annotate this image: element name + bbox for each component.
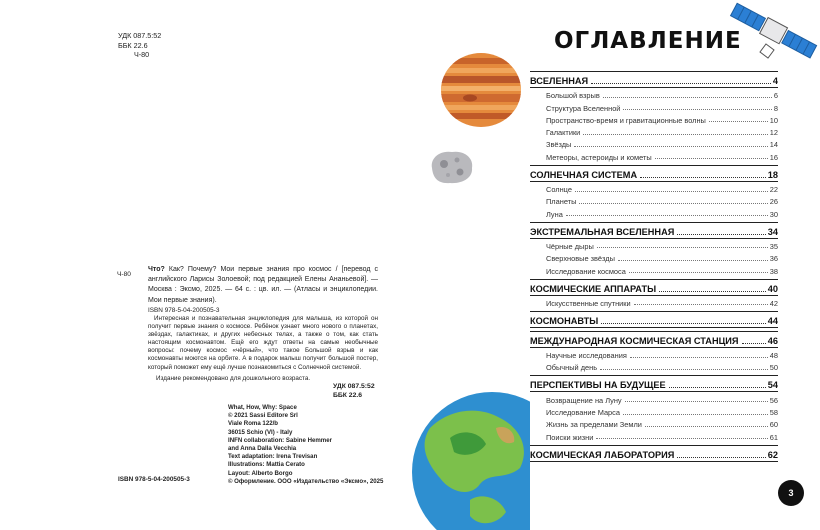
toc-section[interactable] — [530, 165, 778, 182]
page-number-badge: 3 — [778, 480, 804, 506]
section-page: 34 — [767, 226, 778, 237]
toc-item[interactable] — [530, 429, 778, 441]
section-title: КОСМИЧЕСКАЯ ЛАБОРАТОРИЯ — [530, 449, 675, 460]
toc-item[interactable] — [530, 113, 778, 125]
item-title: Исследование Марса — [546, 408, 620, 418]
toc-item[interactable] — [530, 405, 778, 417]
item-page: 50 — [769, 363, 778, 373]
bbk-line: ББК 22.6 — [118, 40, 148, 50]
credit-line: Viale Roma 122/b — [228, 420, 279, 428]
item-page: 36 — [769, 254, 778, 264]
credit-line: Text adaptation: Irena Trevisan — [228, 453, 318, 461]
section-page: 40 — [767, 283, 778, 294]
section-page: 54 — [767, 380, 778, 391]
item-page: 56 — [769, 395, 778, 405]
toc-section[interactable] — [530, 331, 778, 348]
udk-block-top — [118, 31, 178, 60]
leader-dots — [677, 234, 765, 235]
toc-title: ОГЛАВЛЕНИЕ — [554, 28, 742, 54]
leader-dots — [634, 304, 768, 305]
item-title: Солнце — [546, 185, 572, 195]
credit-line: INFN collaboration: Sabine Hemmer — [228, 436, 332, 444]
item-page: 22 — [769, 185, 778, 195]
item-title: Галактики — [546, 128, 581, 138]
leader-dots — [655, 158, 768, 159]
item-title: Пространство-время и гравитационные волны — [546, 115, 706, 125]
item-title: Исследование космоса — [546, 266, 626, 276]
credits-block — [228, 404, 383, 486]
section-title: КОСМОНАВТЫ — [530, 315, 599, 326]
item-title: Звёзды — [546, 140, 572, 150]
item-title: Обычный день — [546, 363, 598, 373]
item-page: 48 — [769, 351, 778, 361]
toc-item[interactable] — [530, 206, 778, 218]
toc-section[interactable] — [530, 375, 778, 392]
item-title: Сверхновые звёзды — [546, 254, 615, 264]
item-page: 35 — [769, 241, 778, 251]
credit-line: What, How, Why: Space — [228, 404, 297, 411]
item-title: Метеоры, астероиды и кометы — [546, 152, 652, 162]
toc-section[interactable] — [530, 311, 778, 328]
age-recommendation: Издание рекомендовано для дошкольного возраста. — [156, 375, 311, 382]
bbk-line: ББК 22.6 — [333, 392, 363, 399]
toc-item[interactable] — [530, 194, 778, 206]
item-title: Большой взрыв — [546, 91, 600, 101]
toc-section[interactable] — [530, 279, 778, 296]
leader-dots — [659, 291, 766, 292]
table-of-contents — [530, 71, 778, 462]
leader-dots — [601, 323, 766, 324]
section-page: 46 — [767, 335, 778, 346]
credit-line: © 2021 Sassi Editore Srl — [228, 412, 298, 420]
section-title: КОСМИЧЕСКИЕ АППАРАТЫ — [530, 283, 657, 294]
toc-item[interactable] — [530, 182, 778, 194]
ch-code-side: Ч-80 — [117, 271, 131, 278]
bibliographic-record — [148, 265, 378, 306]
section-title: ВСЕЛЕННАЯ — [530, 76, 589, 86]
leader-dots — [677, 457, 765, 458]
item-page: 16 — [769, 152, 778, 162]
leader-dots — [600, 369, 768, 370]
item-title: Поиски жизни — [546, 432, 594, 442]
item-title: Чёрные дыры — [546, 241, 594, 251]
item-title: Научные исследования — [546, 351, 627, 361]
leader-dots — [742, 343, 766, 344]
item-page: 61 — [769, 432, 778, 442]
item-page: 58 — [769, 408, 778, 418]
section-title: ЭКСТРЕМАЛЬНАЯ ВСЕЛЕННАЯ — [530, 226, 675, 237]
section-page: 62 — [767, 449, 778, 460]
item-title: Возвращение на Луну — [546, 395, 622, 405]
leader-dots — [623, 109, 771, 110]
udk-line: УДК 087.5:52 — [333, 383, 375, 390]
item-title: Искусственные спутники — [546, 298, 631, 308]
section-page: 18 — [767, 169, 778, 180]
toc-item[interactable] — [530, 263, 778, 275]
credit-line: © Оформление. ООО «Издательство «Эксмо», 2025 — [228, 477, 384, 485]
toc-item[interactable] — [530, 417, 778, 429]
toc-item[interactable] — [530, 392, 778, 404]
item-page: 30 — [769, 209, 778, 219]
item-page: 12 — [769, 128, 778, 138]
toc-item[interactable] — [530, 88, 778, 100]
item-page: 26 — [769, 197, 778, 207]
item-title: Жизнь за пределами Земли — [546, 420, 642, 430]
item-title: Луна — [546, 209, 563, 219]
leader-dots — [596, 438, 767, 439]
item-title: Структура Вселенной — [546, 103, 621, 113]
toc-item[interactable] — [530, 348, 778, 360]
item-page: 6 — [773, 91, 778, 101]
item-page: 8 — [773, 103, 778, 113]
satellite-illustration — [728, 0, 820, 70]
section-page: 44 — [767, 315, 778, 326]
section-title: МЕЖДУНАРОДНАЯ КОСМИЧЕСКАЯ СТАНЦИЯ — [530, 335, 739, 346]
leader-dots — [574, 146, 767, 147]
section-page: 4 — [772, 76, 778, 86]
leader-dots — [623, 414, 768, 415]
credit-line: Illustrations: Mattia Cerato — [228, 461, 305, 469]
credit-line: 36015 Schio (VI) - Italy — [228, 428, 293, 436]
credit-line: and Anna Dalla Vecchia — [228, 445, 297, 453]
leader-dots — [579, 203, 767, 204]
leader-dots — [630, 357, 768, 358]
biblio-text: Как? Почему? Мои первые знания про космос / [перевод с английского Ларисы Золоевой; под редакцией Елены Ананьевой]. — Москва : Эксмо, 2025. — 64 с. : цв. ил. — (Атласы и энциклопедии. Мои первые знания). — [148, 266, 378, 304]
section-title: ПЕРСПЕКТИВЫ НА БУДУЩЕЕ — [530, 380, 666, 391]
toc-item[interactable] — [530, 239, 778, 251]
toc-item[interactable] — [530, 125, 778, 137]
toc-item[interactable] — [530, 149, 778, 161]
toc-item[interactable] — [530, 251, 778, 263]
item-title: Планеты — [546, 197, 577, 207]
item-page: 38 — [769, 266, 778, 276]
leader-dots — [566, 215, 768, 216]
item-page: 14 — [769, 140, 778, 150]
toc-section[interactable] — [530, 445, 778, 462]
isbn-bottom: ISBN 978-5-04-200505-3 — [118, 476, 190, 483]
item-page: 42 — [769, 298, 778, 308]
udk-line: УДК 087.5:52 — [118, 31, 162, 40]
section-title: СОЛНЕЧНАЯ СИСТЕМА — [530, 169, 638, 180]
leader-dots — [709, 121, 768, 122]
toc-section[interactable] — [530, 71, 778, 88]
leader-dots — [640, 177, 766, 178]
biblio-title: Что? — [148, 266, 165, 273]
annotation: Интересная и познавательная энциклопедия для малыша, из которой он получит первые знания о космосе. Ребёнок узнает много нового о планетах, звёздах, галактиках, и других небесных телах, а также о том, как стать настоящим космонавтом. Ещё его ждут ответы на самые необычные вопросы: почему космос «чёрный», что такое Большой взрыв и как космонавты моются на орбите. А в подарок малыш получит большой постер, который поможет ему ещё лучше познакомиться с Солнечной системой. — [148, 315, 378, 371]
credit-line: Layout: Alberto Borgo — [228, 469, 293, 477]
item-page: 10 — [769, 115, 778, 125]
isbn-line: ISBN 978-5-04-200505-3 — [148, 307, 220, 314]
leader-dots — [618, 260, 768, 261]
toc-item[interactable] — [530, 137, 778, 149]
jupiter-planet-illustration — [440, 52, 522, 128]
ch-code-top: Ч-80 — [134, 50, 150, 59]
toc-item[interactable] — [530, 360, 778, 372]
udk-block-bottom — [333, 382, 375, 400]
leader-dots — [575, 191, 768, 192]
earth-planet-illustration — [410, 388, 530, 530]
leader-dots — [603, 97, 772, 98]
leader-dots — [583, 134, 767, 135]
leader-dots — [597, 247, 768, 248]
leader-dots — [629, 272, 768, 273]
leader-dots — [645, 426, 768, 427]
item-page: 60 — [769, 420, 778, 430]
leader-dots — [591, 83, 771, 84]
toc-section[interactable] — [530, 222, 778, 239]
leader-dots — [669, 387, 766, 388]
asteroid-illustration — [426, 146, 476, 186]
toc-item[interactable] — [530, 100, 778, 112]
toc-item[interactable] — [530, 296, 778, 308]
leader-dots — [625, 401, 768, 402]
